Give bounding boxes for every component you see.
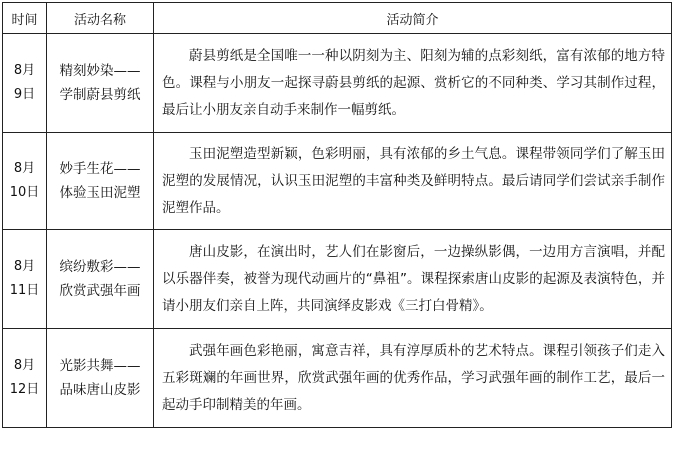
activity-name-line2: 欣赏武强年画 bbox=[59, 283, 141, 299]
activity-desc-text: 唐山皮影，在演出时，艺人们在影窗后，一边操纵影偶，一边用方言演唱，并配以乐器伴奏，被誉为现代动画片的“鼻祖”。课程探索唐山皮影的起源及表演特色，并请小朋友们亲自上阵，共同演绎皮影戏《三打白骨精》。 bbox=[162, 243, 665, 314]
header-name: 活动名称 bbox=[47, 3, 154, 34]
activity-name-line1: 光影共舞—— bbox=[59, 358, 141, 374]
date-day: 10日 bbox=[9, 185, 40, 200]
activity-desc-cell bbox=[154, 34, 672, 133]
date-cell bbox=[3, 230, 47, 329]
date-day: 12日 bbox=[9, 382, 40, 397]
date-day: 9日 bbox=[13, 87, 36, 102]
activity-desc-text: 玉田泥塑造型新颖，色彩明丽，具有浓郁的乡土气息。课程带领同学们了解玉田泥塑的发展情况，认识玉田泥塑的丰富种类及鲜明特点。最后请同学们尝试亲手制作泥塑作品。 bbox=[162, 145, 665, 216]
table-row bbox=[3, 329, 672, 428]
activity-desc-cell bbox=[154, 329, 672, 428]
table-row bbox=[3, 230, 672, 329]
date-month: 8月 bbox=[13, 358, 36, 373]
activity-desc-text: 武强年画色彩艳丽，寓意吉祥，具有淳厚质朴的艺术特点。课程引领孩子们走入五彩斑斓的年画世界，欣赏武强年画的优秀作品，学习武强年画的制作工艺，最后一起动手印制精美的年画。 bbox=[162, 342, 665, 413]
activity-desc-text: 蔚县剪纸是全国唯一一种以阴刻为主、阳刻为辅的点彩刻纸，富有浓郁的地方特色。课程与小朋友一起探寻蔚县剪纸的起源、赏析它的不同种类、学习其制作过程，最后让小朋友亲自动手来制作一幅剪纸。 bbox=[162, 47, 665, 118]
activity-name-cell bbox=[47, 329, 154, 428]
date-day: 11日 bbox=[9, 283, 40, 298]
activity-desc-cell bbox=[154, 230, 672, 329]
activity-desc-cell bbox=[154, 133, 672, 230]
activity-name-line2: 体验玉田泥塑 bbox=[59, 185, 141, 201]
activity-schedule-table bbox=[2, 2, 672, 428]
date-month: 8月 bbox=[13, 63, 36, 78]
activity-name-line2: 品味唐山皮影 bbox=[59, 382, 141, 398]
activity-name-line1: 缤纷敷彩—— bbox=[59, 259, 141, 275]
date-month: 8月 bbox=[13, 161, 36, 176]
header-time: 时间 bbox=[3, 3, 47, 34]
date-cell bbox=[3, 133, 47, 230]
activity-name-line1: 精刻妙染—— bbox=[59, 63, 141, 79]
activity-name-line2: 学制蔚县剪纸 bbox=[59, 87, 141, 103]
date-cell bbox=[3, 329, 47, 428]
table-row bbox=[3, 34, 672, 133]
activity-name-cell bbox=[47, 230, 154, 329]
date-cell bbox=[3, 34, 47, 133]
activity-name-cell bbox=[47, 34, 154, 133]
activity-name-line1: 妙手生花—— bbox=[59, 161, 141, 177]
activity-name-cell bbox=[47, 133, 154, 230]
date-month: 8月 bbox=[13, 259, 36, 274]
header-desc: 活动简介 bbox=[154, 3, 672, 34]
table-row bbox=[3, 133, 672, 230]
header-row bbox=[3, 3, 672, 34]
